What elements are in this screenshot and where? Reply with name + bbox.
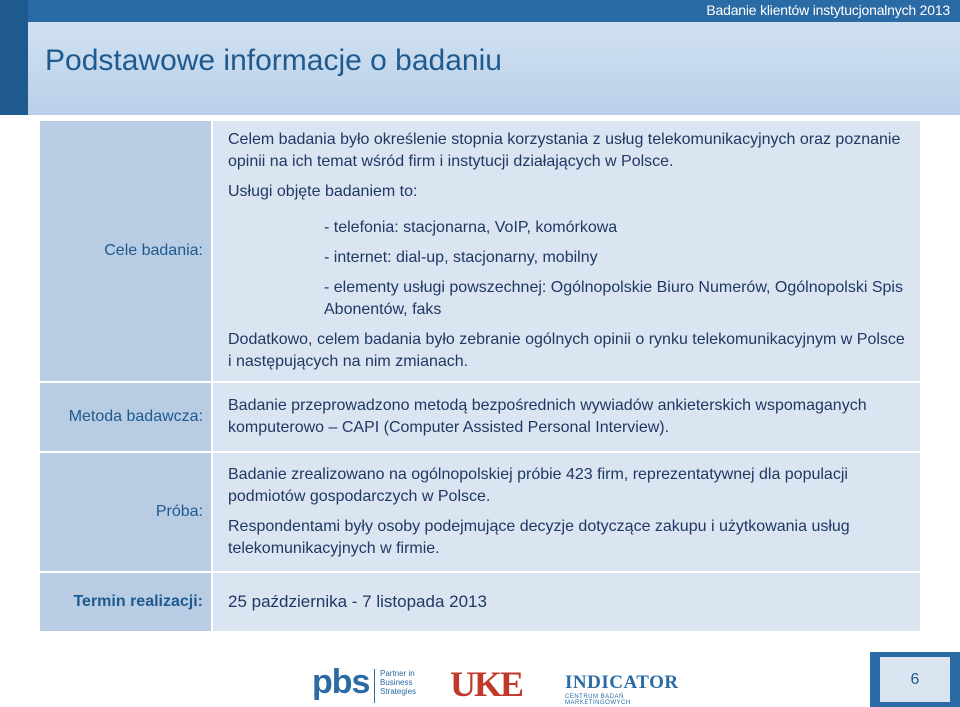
header-band — [0, 0, 960, 115]
table-row-cele — [40, 121, 920, 383]
cele-paragraph-3: Dodatkowo, celem badania było zebranie ogólnych opinii o rynku telekomunikacyjnym w Polsce i następujących na nim zmianach. — [228, 331, 905, 370]
pbs-logo-divider — [374, 669, 375, 703]
cele-list-item-2: - internet: dial-up, stacjonarny, mobilny — [324, 249, 598, 266]
uke-logo-mark: UKE — [450, 664, 523, 704]
metoda-paragraph-1: Badanie przeprowadzono metodą bezpośrednich wywiadów ankieterskich wspomaganych komputerowo – CAPI (Computer Assisted Personal Interview). — [228, 397, 867, 436]
proba-paragraph-2: Respondentami były osoby podejmujące decyzje dotyczące zakupu i użytkowania usług telekomunikacyjnych w firmie. — [228, 518, 850, 557]
cele-paragraph-1: Celem badania było określenie stopnia korzystania z usług telekomunikacyjnych oraz poznanie opinii na ich temat wśród firm i instytucji działających w Polsce. — [228, 131, 901, 170]
page-title: Podstawowe informacje o badaniu — [45, 44, 502, 77]
table-row-proba — [40, 453, 920, 573]
pbs-logo — [312, 657, 442, 707]
cele-paragraph-2: Usługi objęte badaniem to: — [228, 183, 418, 200]
cele-list-item-3: - elementy usługi powszechnej: Ogólnopolskie Biuro Numerów, Ogólnopolski Spis Abonentów, faks — [324, 279, 903, 318]
label-cele: Cele badania: — [40, 121, 213, 383]
pbs-tagline-line-3: Strategies — [380, 687, 417, 696]
proba-paragraph-1: Badanie zrealizowano na ogólnopolskiej próbie 423 firm, reprezentatywnej dla populacji podmiotów gospodarczych w Polsce. — [228, 466, 848, 505]
content-cele — [213, 121, 920, 383]
header-accent-bar — [0, 0, 28, 115]
page-number-box — [870, 652, 960, 707]
report-subtitle: Badanie klientów instytucjonalnych 2013 — [706, 2, 950, 18]
uke-logo — [448, 655, 528, 707]
pbs-tagline-line-2: Business — [380, 678, 413, 687]
page-number: 6 — [880, 657, 950, 702]
indicator-logo — [565, 672, 685, 706]
pbs-tagline-line-1: Partner in — [380, 669, 415, 678]
indicator-logo-name: INDICATOR — [565, 672, 679, 693]
label-proba: Próba: — [40, 453, 213, 573]
cele-list-item-1: - telefonia: stacjonarna, VoIP, komórkowa — [324, 219, 618, 236]
pbs-logo-mark: pbs — [312, 663, 370, 701]
table-row-metoda — [40, 383, 920, 453]
info-table — [40, 121, 920, 631]
label-termin: Termin realizacji: — [40, 573, 213, 631]
label-metoda: Metoda badawcza: — [40, 383, 213, 453]
pbs-logo-tagline — [380, 669, 416, 696]
content-proba — [213, 453, 920, 573]
indicator-logo-subtitle: CENTRUM BADAŃ MARKETINGOWYCH — [565, 694, 631, 706]
content-termin: 25 października - 7 listopada 2013 — [213, 573, 920, 631]
content-metoda — [213, 383, 920, 453]
table-row-termin — [40, 573, 920, 631]
